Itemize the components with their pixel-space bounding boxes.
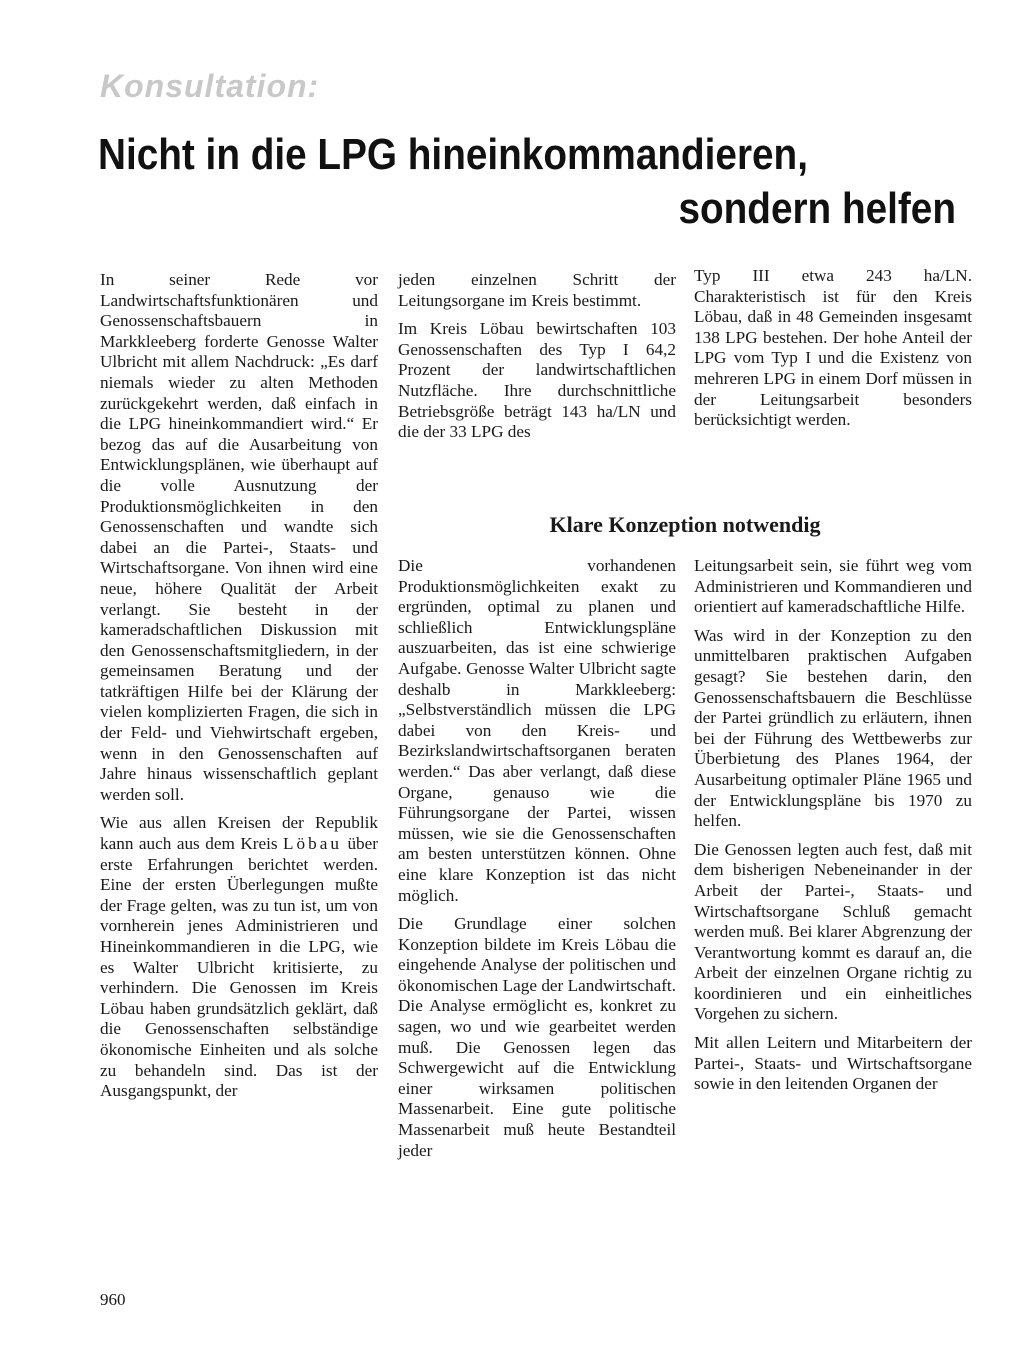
column-4	[398, 556, 676, 1169]
paragraph: In seiner Rede vor Landwirtschaftsfunktionären und Genossenschaftsbauern in Markkleeberg forderte Genosse Walter Ulbricht mit allem Nachdruck: „Es darf niemals wieder zu alten Methoden zurückgekehrt werden, daß einfach in die LPG hineinkommandiert wird.“ Er bezog das auf die Ausarbeitung von Entwicklungsplänen, wie überhaupt auf die volle Ausnutzung der Produktionsmöglichkeiten in den Genossenschaften und wandte sich dabei an die Partei-, Staats- und Wirtschaftsorgane. Von ihnen wird eine neue, höhere Qualität der Arbeit verlangt. Sie besteht in der kameradschaftlichen Diskussion mit den Genossenschaftsmitgliedern, in der gemeinsamen Beratung und der tatkräftigen Hilfe bei der Klärung der vielen komplizierten Fragen, die sich in der Feld- und Viehwirtschaft ergeben, wenn in den Genossenschaften auf Jahre hinaus wissenschaftlich geplant werden soll.	[100, 270, 378, 804]
paragraph	[100, 813, 378, 1101]
column-2	[398, 270, 676, 451]
text-run: Wie aus allen Kreisen der Republik kann auch aus dem Kreis	[100, 813, 378, 854]
column-3	[694, 266, 972, 439]
paragraph: Die vorhandenen Produktionsmöglichkeiten exakt zu ergründen, optimal zu planen und schließlich Entwicklungspläne auszuarbeiten, das ist eine schwierige Aufgabe. Genosse Walter Ulbricht sagte deshalb in Markkleeberg: „Selbstverständlich müssen die LPG dabei von den Kreis- und Bezirkslandwirtschaftsorganen beraten werden.“ Das aber verlangt, daß diese Organe, genauso wie die Führungsorgane der Partei, wissen müssen, wie sie die Genossenschaften am besten unterstützen können. Ohne eine klare Konzeption ist das nicht möglich.	[398, 556, 676, 905]
paragraph: Mit allen Leitern und Mitarbeitern der Partei-, Staats- und Wirtschaftsorgane sowie in den leitenden Organen der	[694, 1033, 972, 1094]
paragraph: Die Grundlage einer solchen Konzeption bildete im Kreis Löbau die eingehende Analyse der politischen und ökonomischen Lage der Landwirtschaft. Die Analyse ermöglicht es, konkret zu sagen, wo und wie gearbeitet werden muß. Die Genossen legen das Schwergewicht auf die Entwicklung einer wirksamen politischen Massenarbeit. Eine gute politische Massenarbeit muß heute Bestandteil jeder	[398, 914, 676, 1160]
paragraph: Die Genossen legten auch fest, daß mit dem bisherigen Nebeneinander in der Arbeit der Partei-, Staats- und Wirtschaftsorgane Schluß gemacht werden muß. Bei klarer Abgrenzung der Verantwortung kommt es darauf an, die Arbeit der einzelnen Organe richtig zu koordinieren und ein einheitliches Vorgehen zu sichern.	[694, 839, 972, 1024]
section-heading: Klare Konzeption notwendig	[549, 512, 821, 537]
headline-line-2: sondern helfen	[678, 184, 956, 233]
column-5	[694, 556, 972, 1103]
text-run: über erste Erfahrungen berichtet werden. Eine der ersten Überlegungen mußte der Frage gelten, was zu tun ist, um von vornherein jenes Administrieren und Hineinkommandieren in die LPG, wie es Walter Ulbricht kritisierte, zu verhindern. Die Genossen im Kreis Löbau haben grundsätzlich geklärt, daß die Genossenschaften selbständige ökonomische Einheiten und als solche zu behandeln sind. Das ist der Ausgangspunkt, der	[100, 834, 378, 1101]
paragraph: Leitungsarbeit sein, sie führt weg vom Administrieren und Kommandieren und orientiert auf kameradschaftliche Hilfe.	[694, 556, 972, 617]
paragraph: jeden einzelnen Schritt der Leitungsorgane im Kreis bestimmt.	[398, 270, 676, 310]
column-1	[100, 270, 378, 1110]
paragraph: Im Kreis Löbau bewirtschaften 103 Genossenschaften des Typ I 64,2 Prozent der landwirtschaftlichen Nutzfläche. Ihre durchschnittliche Betriebsgröße beträgt 143 ha/LN und die der 33 LPG des	[398, 319, 676, 442]
paragraph: Was wird in der Konzeption zu den unmittelbaren praktischen Aufgaben gesagt? Sie bestehen darin, den Genossenschaftsbauern die Beschlüsse der Partei gründlich zu erläutern, ihnen bei der Führung des Wettbewerbs zur Überbietung des Planes 1964, der Ausarbeitung optimaler Pläne 1965 und der Entwicklungspläne bis 1970 zu helfen.	[694, 625, 972, 831]
spaced-place-name: Löbau	[283, 834, 342, 854]
paragraph: Typ III etwa 243 ha/LN. Charakteristisch ist für den Kreis Löbau, daß in 48 Gemeinden insgesamt 138 LPG bestehen. Der hohe Anteil der LPG vom Typ I und die Existenz von mehreren LPG in einem Dorf müssen in der Leitungsarbeit besonders berücksichtigt werden.	[694, 266, 972, 430]
headline-line-1: Nicht in die LPG hineinkommandieren,	[98, 130, 808, 179]
page-number: 960	[100, 1290, 126, 1309]
kicker: Konsultation:	[100, 68, 320, 104]
headline	[98, 128, 956, 236]
